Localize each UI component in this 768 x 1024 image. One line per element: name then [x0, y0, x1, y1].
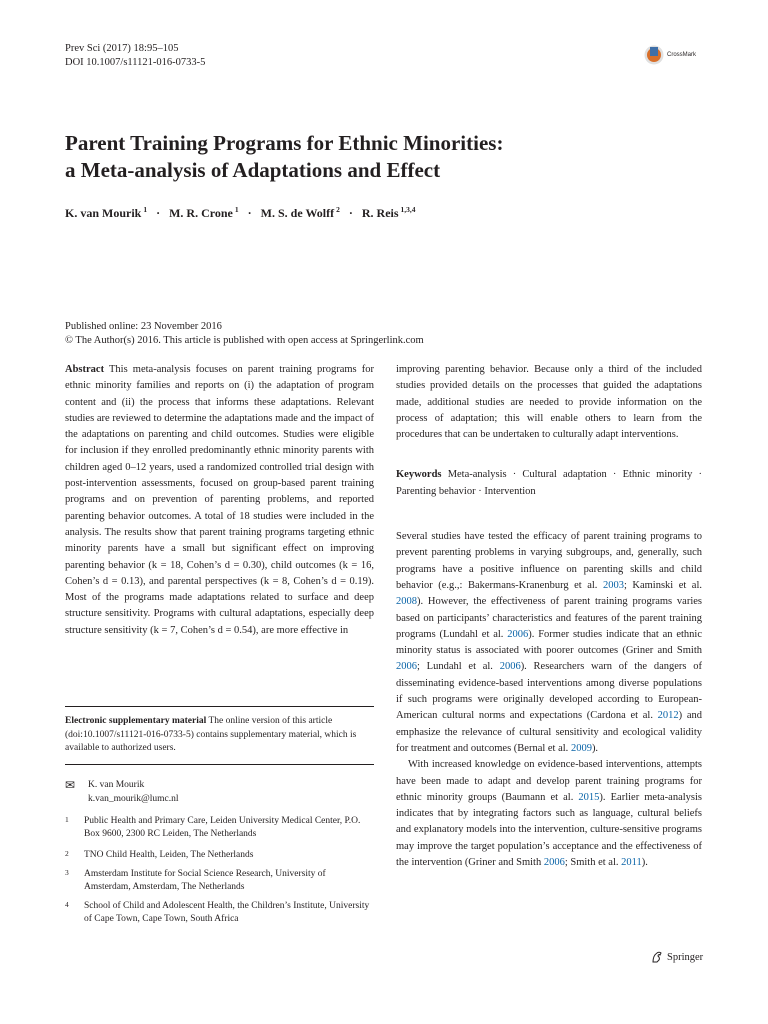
author-separator: ·	[348, 206, 353, 220]
affiliation-number: 4	[65, 900, 69, 909]
abstract-text: This meta-analysis focuses on parent training programs for ethnic minority families and reports on (i) the adaptation of program content and (ii) the process that informs these adaptations. Relevant studies are reviewed to determine the adaptations made and the impact of the adaptations on parenting and child outcomes. Studies were eligible for inclusion if they enrolled predominantly ethnic minority parents with children aged 0–12 years, used a randomized controlled trial design with post-intervention assessments, focused on group-based parent training programs and on prevention of parenting problems, and reported parenting behavior outcomes. A total of 18 studies were included in the analysis. The results show that parent training programs targeting ethnic minority parents have a small but significant effect on improving parenting behavior (k = 18, Cohen’s d = 0.30), child outcomes (k = 16, Cohen’s d = 0.13), and parental perspectives (k = 8, Cohen’s d = 0.19). Most of the programs made adaptations related to surface and deep structure sensitivity. Programs with cultural adaptations, especially deep structure sensitivity (k = 7, Cohen’s d = 0.54), are more effective in	[65, 364, 375, 636]
author-separator: ·	[156, 206, 161, 220]
keywords-label: Keywords	[396, 469, 442, 481]
author-affiliation-sup: 1	[143, 205, 148, 214]
intro-text: ; Kaminski et al.	[623, 579, 703, 591]
affiliation-text: School of Child and Adolescent Health, the Children’s Institute, University of Cape Town, Cape Town, South Africa	[84, 901, 370, 924]
intro-text: ; Lundahl et al.	[417, 661, 500, 673]
affiliation-item	[65, 849, 374, 862]
affiliation-text: Amsterdam Institute for Social Science Research, University of Amsterdam, Amsterdam, The Netherlands	[84, 869, 326, 892]
citation-link[interactable]: 2009	[570, 742, 592, 754]
correspondence-email[interactable]: k.van_mourik@lumc.nl	[88, 793, 179, 804]
article-title	[65, 130, 665, 184]
correspondence-block	[65, 764, 374, 806]
citation-link[interactable]: 2006	[396, 661, 417, 673]
affiliation-text: TNO Child Health, Leiden, The Netherlands	[84, 850, 254, 860]
esm-text: The online version of this article (doi:10.1007/s11121-016-0733-5) contains supplementary material, which is available to authorized users.	[65, 716, 357, 753]
citation-link[interactable]: 2006	[543, 857, 565, 869]
intro-text: ) and emphasize the relevance of cultural sensitivity and ecological validity for treatment and outcomes (Bernal et al.	[396, 710, 702, 754]
correspondence-row	[65, 779, 374, 806]
right-column	[396, 362, 702, 871]
journal-citation: Prev Sci (2017) 18:95–105	[65, 43, 179, 54]
author-list	[65, 205, 416, 221]
title-line-2: a Meta-analysis of Adaptations and Effect	[65, 158, 441, 182]
esm-note	[65, 706, 374, 756]
intro-text: ).	[591, 742, 599, 754]
abstract-label: Abstract	[65, 364, 105, 375]
publication-info	[65, 320, 424, 348]
author-name[interactable]: R. Reis	[361, 206, 399, 220]
doi-line[interactable]: DOI 10.1007/s11121-016-0733-5	[65, 57, 206, 68]
springer-logo	[650, 950, 703, 964]
crossmark-label: CrossMark	[667, 52, 697, 58]
intro-text: Several studies have tested the efficacy of parent training programs to prevent parenting problems in varying subgroups, and, generally, such programs have a positive influence on parenting skills and child behavior (e.g.,: Bakermans-Kranenburg et al.	[396, 531, 702, 591]
title-line-1: Parent Training Programs for Ethnic Minorities:	[65, 131, 504, 155]
intro-text: ). However, the effectiveness of parent training programs varies based on participants’ characteristics and features of the parent training programs (Lundahl et al.	[396, 596, 702, 640]
affiliation-item	[65, 868, 374, 894]
citation-link[interactable]: 2011	[621, 857, 642, 869]
author-separator: ·	[247, 206, 252, 220]
author-affiliation-sup: 1	[234, 205, 239, 214]
affiliation-text: Public Health and Primary Care, Leiden University Medical Center, P.O. Box 9600, 2300 RC Leiden, The Netherlands	[84, 816, 361, 839]
envelope-icon: ✉	[65, 778, 76, 792]
affiliation-item	[65, 815, 374, 841]
intro-text: ; Smith et al.	[564, 857, 622, 869]
intro-paragraph-1	[396, 529, 702, 757]
keywords-text: Meta-analysis · Cultural adaptation · Ethnic minority · Parenting behavior · Intervention	[396, 469, 703, 497]
citation-link[interactable]: 2015	[578, 791, 600, 803]
correspondence-name: K. van Mourik	[88, 780, 145, 790]
affiliation-number: 2	[65, 849, 69, 858]
affiliation-number: 1	[65, 815, 69, 824]
affiliation-item	[65, 900, 374, 926]
springer-label: Springer	[667, 951, 704, 963]
esm-label: Electronic supplementary material	[65, 716, 207, 726]
author-name[interactable]: K. van Mourik	[65, 206, 142, 220]
affiliation-number: 3	[65, 868, 69, 877]
abstract-continuation: improving parenting behavior. Because only a third of the included studies provided details on the processes that guided the adaptations made, additional studies are needed to provide information on the process of adaptation; this will enable others to learn from the procedures that can be undertaken to culturally adapt interventions.	[396, 364, 702, 441]
author-affiliation-sup: 2	[336, 205, 340, 214]
intro-text: ).	[641, 857, 648, 869]
springer-horse-icon	[650, 950, 664, 964]
intro-text: ). Researchers warn of the dangers of disseminating evidence-based interventions among diverse populations if such programs were originally developed according to European-American cultural norms and expectations (Cardona et al.	[396, 661, 702, 722]
intro-text: ). Earlier meta-analysis indicates that by integrating factors such as language, cultural beliefs and explanatory models into the intervention, culture-sensitive programs may improve the target population’s acceptance and the effectiveness of the intervention (Griner and Smith	[396, 791, 702, 869]
published-date: Published online: 23 November 2016	[65, 321, 222, 332]
citation-link[interactable]: 2008	[396, 596, 417, 608]
keywords-paragraph	[396, 467, 702, 500]
author-affiliation-sup: 1,3,4	[400, 205, 416, 214]
abstract-paragraph	[65, 362, 374, 639]
crossmark-badge[interactable]	[644, 44, 696, 66]
citation-link[interactable]: 2003	[602, 579, 624, 591]
author-name[interactable]: M. R. Crone	[169, 206, 233, 220]
author-name[interactable]: M. S. de Wolff	[260, 206, 335, 220]
copyright-line: © The Author(s) 2016. This article is published with open access at Springerlink.com	[65, 335, 424, 346]
abstract-section	[65, 362, 374, 639]
intro-text: ). Former studies indicate that an ethnic minority status is associated with poorer outcomes (Griner and Smith	[396, 628, 702, 657]
crossmark-icon	[644, 44, 664, 66]
citation-link[interactable]: 2006	[499, 661, 521, 673]
citation-link[interactable]: 2012	[657, 710, 679, 722]
citation-link[interactable]: 2006	[507, 628, 529, 640]
intro-paragraph-2	[396, 757, 702, 871]
intro-text: With increased knowledge on evidence-based interventions, attempts have been made to adapt and develop parent training programs for ethnic minority groups (Baumann et al.	[396, 759, 702, 803]
